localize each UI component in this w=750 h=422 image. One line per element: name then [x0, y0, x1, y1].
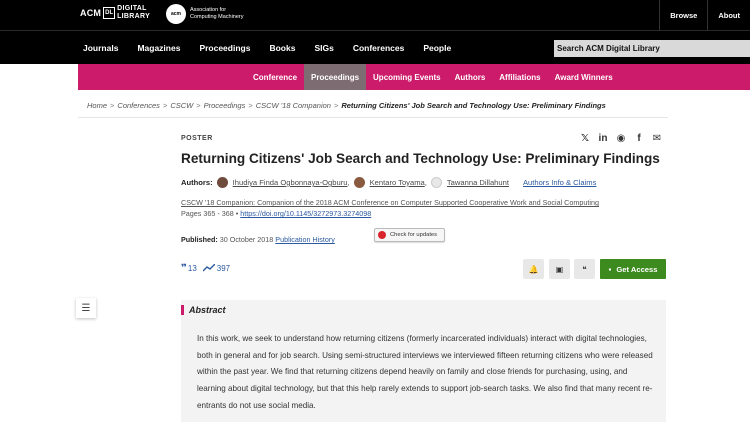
subnav-affiliations[interactable]: Affiliations — [499, 72, 541, 82]
assoc-line-1: Association for — [190, 7, 227, 13]
alert-bell-button[interactable] — [523, 259, 544, 279]
citation-quote-icon: ❞ — [181, 263, 187, 274]
acm-logo-text: ACM — [80, 8, 102, 18]
pages-separator: • — [235, 209, 239, 218]
folder-plus-icon: ▣ — [555, 264, 564, 274]
get-access-label: Get Access — [616, 264, 658, 274]
acm-dl-logo[interactable] — [80, 5, 150, 21]
nav-books[interactable]: Books — [269, 43, 296, 53]
author-link-3[interactable]: Tawanna Dillahunt — [446, 178, 509, 187]
reddit-icon[interactable]: ◉ — [616, 133, 626, 144]
subnav-conference[interactable]: Conference — [253, 72, 298, 82]
breadcrumb-conferences[interactable]: Conferences — [117, 101, 160, 110]
article-title: Returning Citizens' Job Search and Technology Use: Preliminary Findings — [181, 151, 660, 166]
subnav-upcoming-events[interactable]: Upcoming Events — [373, 72, 441, 82]
doi-link[interactable]: https://doi.org/10.1145/3272973.3274098 — [240, 209, 372, 218]
nav-proceedings[interactable]: Proceedings — [199, 43, 251, 53]
get-access-button[interactable] — [600, 259, 666, 279]
abstract-heading: Abstract — [189, 305, 226, 315]
subnav-award-winners[interactable]: Award Winners — [554, 72, 613, 82]
publication-history-link[interactable]: Publication History — [275, 235, 335, 244]
breadcrumb: Home > Conferences > CSCW > Proceedings > CSCW '18 Companion > Returning Citizens' Job Search and Technology Use: Preliminary Findings — [87, 101, 606, 110]
heading-accent-bar — [181, 305, 184, 315]
published-date: 30 October 2018 — [219, 235, 274, 244]
crossmark-icon — [378, 231, 386, 239]
about-link[interactable]: About — [707, 0, 750, 30]
search-input[interactable]: Search ACM Digital Library — [554, 40, 750, 57]
main-nav — [0, 30, 750, 64]
conference-subnav — [78, 64, 750, 90]
breadcrumb-companion[interactable]: CSCW '18 Companion — [255, 101, 331, 110]
dl-logo-text — [117, 5, 150, 21]
citation-count[interactable]: 13 — [187, 264, 197, 273]
breadcrumb-cscw[interactable]: CSCW — [170, 101, 194, 110]
breadcrumb-current: Returning Citizens' Job Search and Technology Use: Preliminary Findings — [341, 101, 606, 110]
check-for-updates-button[interactable] — [374, 228, 445, 242]
pages: Pages 365 - 368 — [181, 209, 234, 218]
acm-seal-icon: acm — [166, 4, 186, 24]
trend-icon — [203, 264, 215, 274]
email-icon[interactable]: ✉ — [652, 133, 662, 144]
table-of-contents-button[interactable] — [76, 298, 96, 318]
top-links — [659, 0, 750, 30]
authors-row: Authors: Ihudiya Finda Ogbonnaya-Ogburu , Kentaro Toyama , Tawanna Dillahunt Authors Info & Claims — [181, 178, 597, 187]
author-link-2[interactable]: Kentaro Toyama — [369, 178, 425, 187]
check-updates-label: Check for updates — [390, 232, 438, 238]
assoc-line-2: Computing Machinery — [190, 14, 244, 20]
list-icon: ☰ — [81, 302, 91, 314]
linkedin-icon[interactable]: in — [598, 133, 608, 144]
avatar — [431, 177, 442, 188]
dl-logo-box: DL — [103, 7, 115, 19]
nav-journals[interactable]: Journals — [83, 43, 119, 53]
lock-icon: ▪ — [608, 264, 612, 274]
abstract-section — [181, 300, 666, 422]
nav-sigs[interactable]: SIGs — [314, 43, 334, 53]
breadcrumb-proceedings[interactable]: Proceedings — [203, 101, 246, 110]
avatar — [217, 177, 228, 188]
subnav-authors[interactable]: Authors — [454, 72, 486, 82]
published-line — [181, 235, 335, 244]
published-label: Published: — [181, 235, 218, 244]
nav-people[interactable]: People — [423, 43, 452, 53]
avatar — [354, 177, 365, 188]
dl-line-1: DIGITAL — [117, 5, 147, 12]
metrics — [181, 263, 230, 274]
cite-button[interactable] — [574, 259, 595, 279]
acm-association-logo[interactable] — [166, 4, 244, 24]
dl-line-2: LIBRARY — [117, 13, 151, 20]
divider — [78, 117, 668, 118]
breadcrumb-home[interactable]: Home — [87, 101, 108, 110]
abstract-text: In this work, we seek to understand how returning citizens (formerly incarcerated individuals) interact with digital technologies, both in general and for job search. Using semi-structured interviews we interviewed fifteen returning citizens who were released within the past year. We find that returning citizens depend heavily on family and close friends for purchasing, using, and learning about digital technology, but that this help rarely extends to support job-search tasks. We also find that many recent re-entrants do not use social media. — [197, 334, 653, 410]
authors-info-link[interactable]: Authors Info & Claims — [522, 178, 597, 187]
abstract-heading-row — [181, 305, 226, 315]
add-to-binder-button[interactable] — [549, 259, 570, 279]
facebook-icon[interactable]: f — [637, 133, 641, 144]
venue-link[interactable]: CSCW '18 Companion: Companion of the 2018 ACM Conference on Computer Supported Cooperative Work and Social Computing — [181, 198, 599, 207]
bell-icon: 🔔 — [528, 264, 539, 274]
pages-doi-line — [181, 209, 371, 218]
nav-conferences[interactable]: Conferences — [352, 43, 405, 53]
quote-icon: ❝ — [582, 264, 587, 274]
author-link-1[interactable]: Ihudiya Finda Ogbonnaya-Ogburu — [232, 178, 348, 187]
article-type-label: POSTER — [181, 135, 213, 142]
share-bar — [580, 133, 662, 144]
nav-magazines[interactable]: Magazines — [137, 43, 181, 53]
assoc-text — [190, 7, 244, 21]
browse-link[interactable]: Browse — [659, 0, 707, 30]
top-bar — [0, 0, 750, 30]
download-count[interactable]: 397 — [216, 264, 231, 273]
authors-label: Authors: — [181, 178, 213, 187]
subnav-proceedings[interactable]: Proceedings — [304, 64, 366, 90]
x-icon[interactable]: 𝕏 — [580, 133, 590, 144]
